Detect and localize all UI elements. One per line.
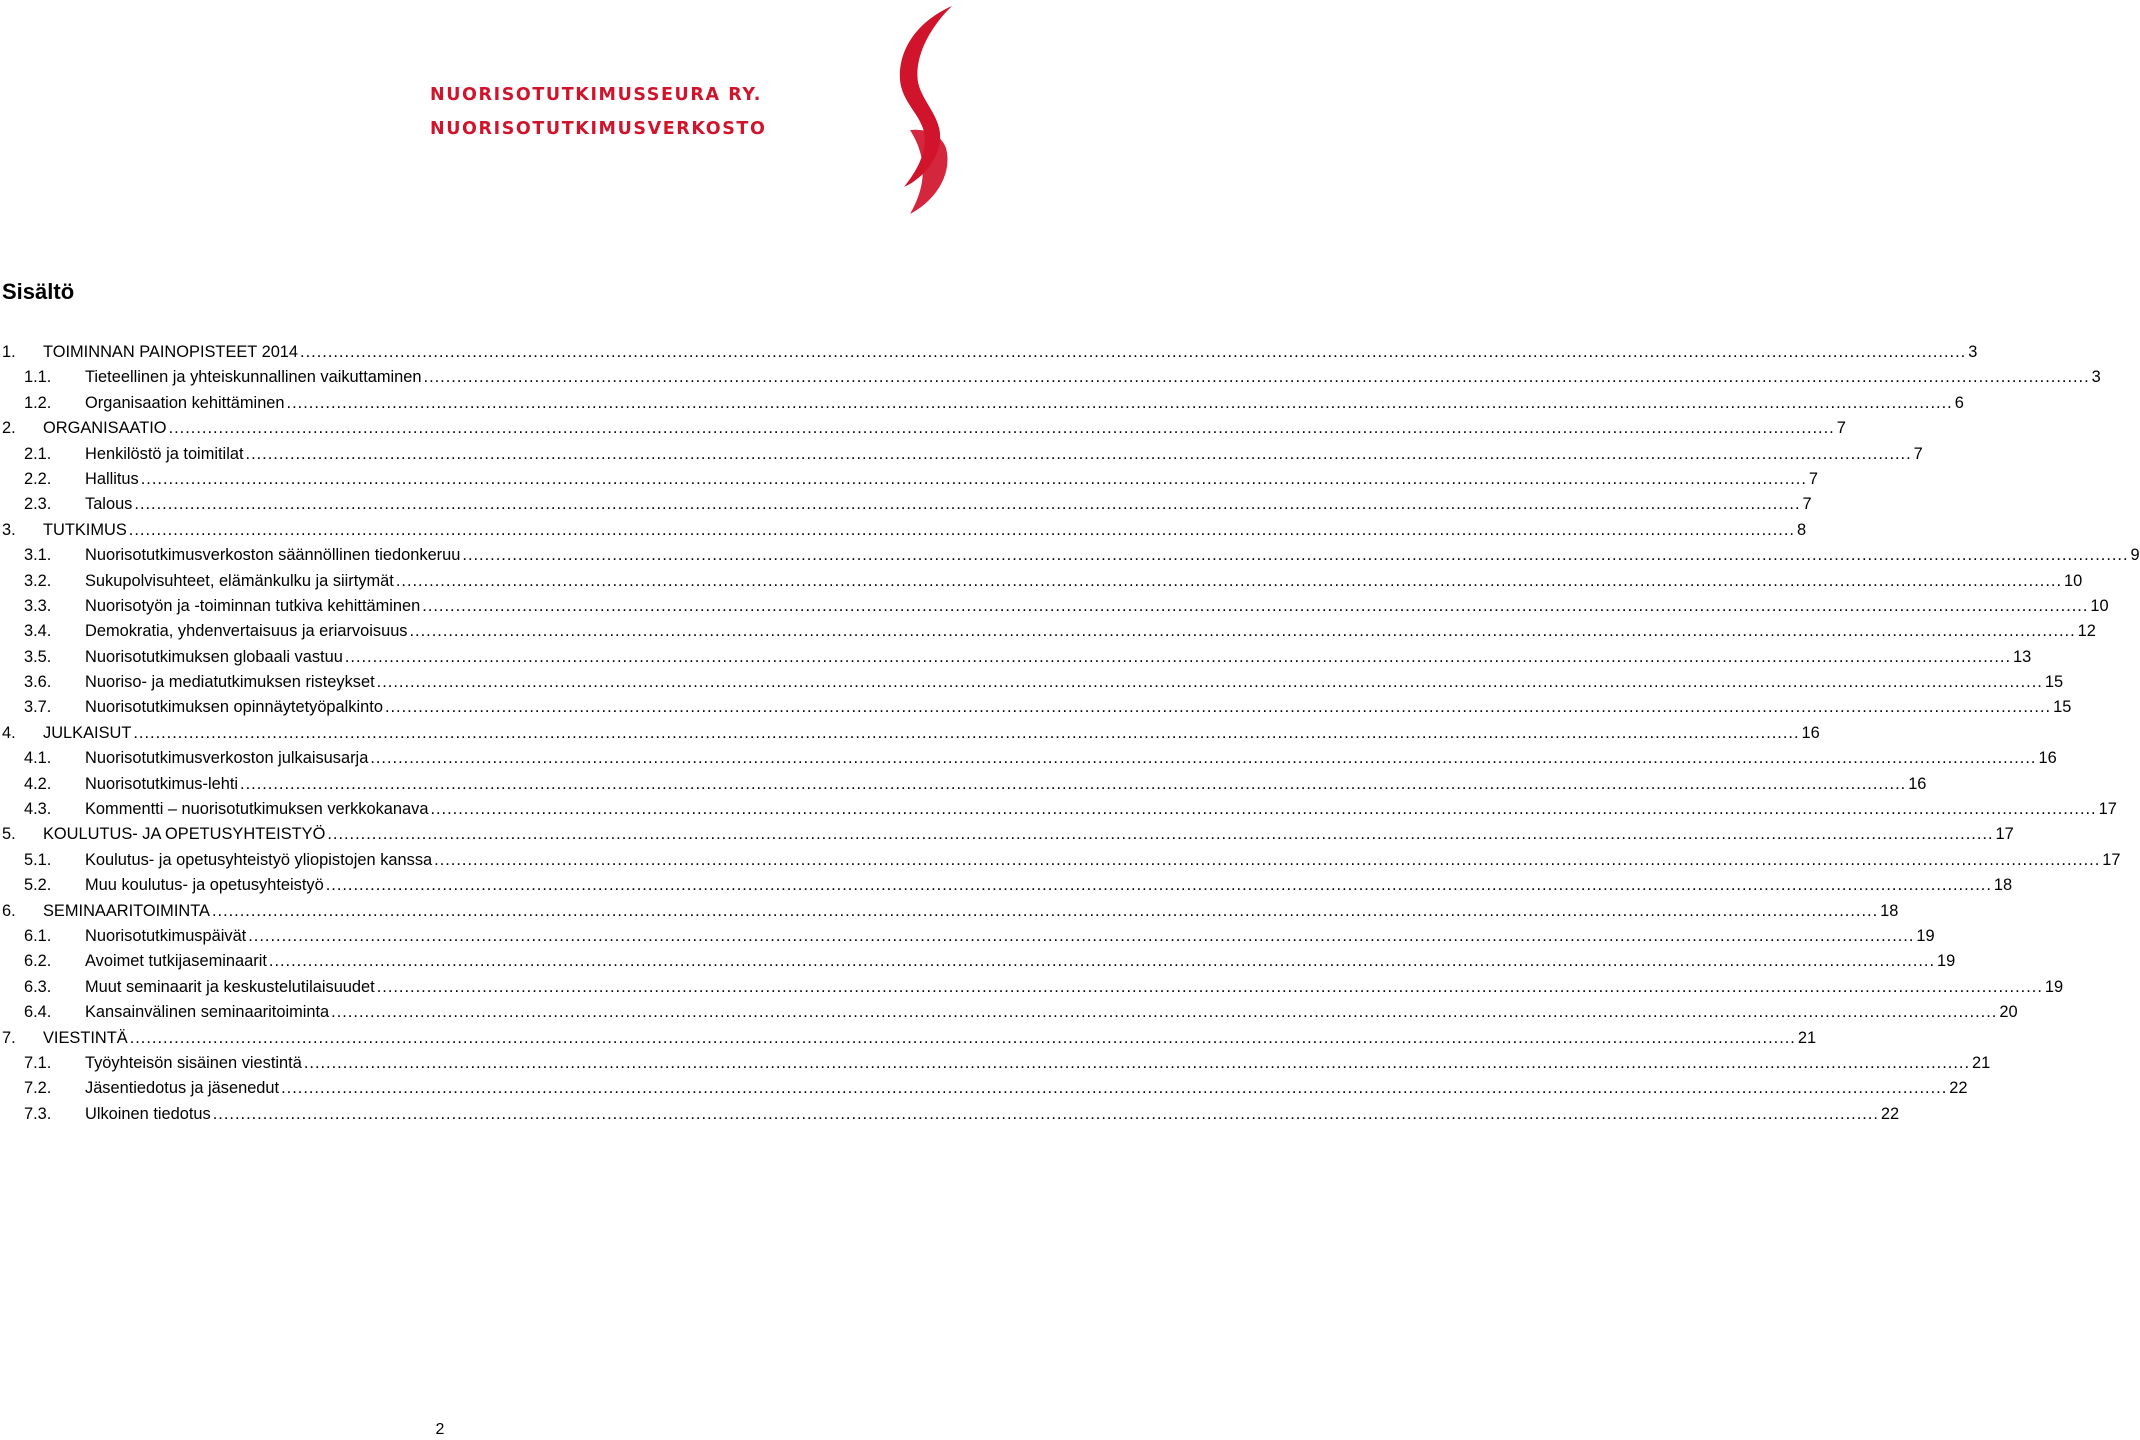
toc-entry-number: 6.3.: [24, 977, 52, 996]
toc-entry-page[interactable]: 15: [2043, 670, 2063, 695]
toc-entry[interactable]: [2, 848, 2121, 873]
toc-entry-page[interactable]: 19: [2043, 975, 2063, 1000]
toc-entry-number: 4.: [2, 723, 16, 742]
toc-entry-number: 7.3.: [24, 1104, 52, 1123]
toc-entry-number: 7.2.: [24, 1079, 52, 1098]
toc-entry-title[interactable]: Talous: [85, 492, 134, 517]
toc-entry-number: 4.1.: [24, 749, 52, 768]
toc-entry[interactable]: [2, 797, 2117, 822]
toc-entry-title[interactable]: Koulutus- ja opetusyhteistyö yliopistojen kanssa: [85, 848, 434, 873]
toc-entry-line: [85, 949, 1956, 974]
toc-entry-line: [85, 695, 2072, 720]
toc-entry-page[interactable]: 12: [2076, 619, 2096, 644]
toc-entry-number: 1.: [2, 343, 16, 361]
toc-entry-page[interactable]: 21: [1970, 1051, 1990, 1076]
toc-entry-line: [85, 492, 1812, 517]
toc-entry-line: [85, 467, 1819, 492]
toc-entry-title[interactable]: Kansainvälinen seminaaritoiminta: [85, 1000, 331, 1025]
toc-entry-number: 5.: [2, 825, 16, 844]
toc-leader-dots: ............................................................................................................................................................................................................................................................................................................: [422, 596, 2089, 615]
toc-entry-page[interactable]: 19: [1935, 949, 1955, 974]
toc-entry-line: [43, 721, 1820, 746]
toc-entry-line: [85, 772, 1927, 797]
toc-entry-page[interactable]: 7: [1835, 416, 1846, 441]
toc-entry-number: 6.2.: [24, 952, 52, 971]
toc-entry-page[interactable]: 10: [2062, 569, 2082, 594]
toc-entry-title[interactable]: Nuorisotutkimuksen opinnäytetyöpalkinto: [85, 695, 385, 720]
toc-leader-dots: ............................................................................................................................................................................................................................................................................................................: [240, 774, 1907, 793]
toc-entry-page[interactable]: 19: [1914, 924, 1934, 949]
toc-entry-line: [85, 848, 2121, 873]
toc-entry-number: 2.2.: [24, 469, 52, 488]
toc-entry-number: 6.: [2, 901, 16, 920]
toc-leader-dots: ............................................................................................................................................................................................................................................................................................................: [409, 622, 2076, 641]
toc-leader-dots: ............................................................................................................................................................................................................................................................................................................: [331, 1003, 1998, 1022]
toc-entry[interactable]: [2, 670, 2064, 695]
toc-entry[interactable]: [2, 949, 1956, 974]
toc-entry-number: 3.3.: [24, 596, 52, 615]
toc-entry-line: [85, 797, 2117, 822]
toc-entry[interactable]: [2, 340, 1978, 365]
toc-entry-page[interactable]: 18: [1992, 873, 2012, 898]
toc-entry-number: 3.4.: [24, 622, 52, 641]
toc-entry-line: [43, 340, 1978, 365]
toc-leader-dots: ............................................................................................................................................................................................................................................................................................................: [129, 1028, 1796, 1047]
toc-entry-line: [85, 569, 2083, 594]
toc-entry-line: [43, 899, 1899, 924]
toc-entry-number: 5.1.: [24, 850, 52, 869]
toc-entry-line: [85, 1102, 1900, 1127]
toc-entry[interactable]: [2, 975, 2064, 1000]
toc-leader-dots: ............................................................................................................................................................................................................................................................................................................: [423, 368, 2090, 387]
toc-entry[interactable]: [2, 746, 2057, 771]
toc-entry-line: [43, 518, 1807, 543]
toc-entry-title[interactable]: Nuorisotutkimusverkoston julkaisusarja: [85, 746, 370, 771]
toc-entry-line: [85, 975, 2064, 1000]
toc-entry-title[interactable]: Tieteellinen ja yhteiskunnallinen vaikuttaminen: [85, 365, 424, 390]
toc-leader-dots: ............................................................................................................................................................................................................................................................................................................: [376, 977, 2043, 996]
toc-entry-page[interactable]: 22: [1879, 1102, 1899, 1127]
toc-leader-dots: ............................................................................................................................................................................................................................................................................................................: [395, 571, 2062, 590]
toc-entry-page[interactable]: 3: [1966, 340, 1977, 365]
toc-entry-title[interactable]: Nuoriso- ja mediatutkimuksen risteykset: [85, 670, 377, 695]
toc-entry-line: [43, 1026, 1817, 1051]
toc-entry-page[interactable]: 6: [1953, 391, 1964, 416]
toc-entry-page[interactable]: 3: [2090, 365, 2101, 390]
toc-entry-number: 1.1.: [24, 368, 52, 387]
toc-leader-dots: ............................................................................................................................................................................................................................................................................................................: [168, 419, 1835, 438]
toc-leader-dots: ............................................................................................................................................................................................................................................................................................................: [245, 444, 1912, 463]
toc-entry-number: 5.2.: [24, 876, 52, 895]
toc-entry-title[interactable]: Nuorisotyön ja -toiminnan tutkiva kehittäminen: [85, 594, 422, 619]
toc-entry-page[interactable]: 21: [1796, 1026, 1816, 1051]
toc-entry-page[interactable]: 18: [1878, 899, 1898, 924]
toc-entry-number: 4.3.: [24, 800, 52, 819]
toc-entry[interactable]: [2, 416, 1846, 441]
toc-entry-line: [85, 924, 1935, 949]
toc-leader-dots: ............................................................................................................................................................................................................................................................................................................: [128, 520, 1795, 539]
toc-entry[interactable]: [2, 569, 2083, 594]
toc-entry-page[interactable]: 16: [1906, 772, 1926, 797]
org-name-secondary: NUORISOTUTKIMUSVERKOSTO: [430, 119, 767, 139]
toc-entry-title[interactable]: Hallitus: [85, 467, 141, 492]
toc-entry-number: 7.1.: [24, 1053, 52, 1072]
toc-entry-line: [43, 416, 1846, 441]
toc-entry-number: 2.3.: [24, 495, 52, 514]
toc-entry[interactable]: [2, 822, 2014, 847]
toc-entry[interactable]: [2, 645, 2032, 670]
toc-leader-dots: ............................................................................................................................................................................................................................................................................................................: [268, 952, 1936, 971]
toc-entry-line: [85, 391, 1964, 416]
toc-leader-dots: ............................................................................................................................................................................................................................................................................................................: [327, 825, 1994, 844]
toc-entry-page[interactable]: 22: [1947, 1076, 1967, 1101]
toc-leader-dots: ............................................................................................................................................................................................................................................................................................................: [325, 876, 1992, 895]
toc-leader-dots: ............................................................................................................................................................................................................................................................................................................: [434, 850, 2101, 869]
toc-entry-title[interactable]: Muut seminaarit ja keskustelutilaisuudet: [85, 975, 377, 1000]
toc-leader-dots: ............................................................................................................................................................................................................................................................................................................: [248, 926, 1915, 945]
toc-entry[interactable]: [2, 543, 2140, 568]
toc-entry-title[interactable]: Demokratia, yhdenvertaisuus ja eriarvoisuus: [85, 619, 410, 644]
toc-entry-title[interactable]: Kommentti – nuorisotutkimuksen verkkokanava: [85, 797, 430, 822]
toc-entry[interactable]: [2, 772, 1927, 797]
org-name-primary: NUORISOTUTKIMUSSEURA RY.: [430, 85, 763, 105]
toc-entry-page[interactable]: 10: [2088, 594, 2108, 619]
toc-leader-dots: ............................................................................................................................................................................................................................................................................................................: [140, 469, 1807, 488]
toc-entry-page[interactable]: 17: [1994, 822, 2014, 847]
toc-entry-number: 6.1.: [24, 926, 52, 945]
toc-entry[interactable]: [2, 1051, 1991, 1076]
toc-leader-dots: ............................................................................................................................................................................................................................................................................................................: [134, 495, 1801, 514]
toc-entry-page[interactable]: 8: [1795, 518, 1806, 543]
toc-entry-line: [85, 873, 2013, 898]
toc-entry[interactable]: [2, 467, 1819, 492]
toc-heading: Sisältö: [2, 279, 75, 304]
toc-entry-line: [85, 1051, 1991, 1076]
toc-entry-number: 7.: [2, 1028, 16, 1047]
toc-entry[interactable]: [2, 695, 2072, 720]
toc-entry[interactable]: [2, 1026, 1817, 1051]
toc-entry-page[interactable]: 13: [2011, 645, 2031, 670]
toc-entry[interactable]: [2, 1102, 1900, 1127]
toc-entry-page[interactable]: 16: [2036, 746, 2056, 771]
toc-entry-number: 3.7.: [24, 698, 52, 717]
toc-entry-number: 3.1.: [24, 546, 52, 565]
toc-entry-title[interactable]: TOIMINNAN PAINOPISTEET 2014: [43, 340, 300, 365]
toc-entry-number: 6.4.: [24, 1003, 52, 1022]
toc-leader-dots: ............................................................................................................................................................................................................................................................................................................: [384, 698, 2052, 717]
toc-entry-title[interactable]: ORGANISAATIO: [43, 416, 169, 441]
toc-entry-number: 2.1.: [24, 444, 52, 463]
toc-entry-title[interactable]: Organisaation kehittäminen: [85, 391, 287, 416]
toc-entry[interactable]: [2, 924, 1935, 949]
toc-entry[interactable]: [2, 391, 1964, 416]
toc-entry[interactable]: [2, 619, 2096, 644]
toc-entry[interactable]: [2, 1076, 1968, 1101]
toc-leader-dots: ............................................................................................................................................................................................................................................................................................................: [303, 1053, 1970, 1072]
toc-entry[interactable]: [2, 365, 2101, 390]
toc-entry-page[interactable]: 17: [2097, 797, 2117, 822]
toc-leader-dots: ............................................................................................................................................................................................................................................................................................................: [370, 749, 2037, 768]
toc-entry-title[interactable]: Nuorisotutkimuksen globaali vastuu: [85, 645, 345, 670]
toc-entry-title[interactable]: KOULUTUS- JA OPETUSYHTEISTYÖ: [43, 822, 327, 847]
toc-entry-title[interactable]: Avoimet tutkijaseminaarit: [85, 949, 269, 974]
toc-leader-dots: ............................................................................................................................................................................................................................................................................................................: [211, 901, 1879, 920]
toc-leader-dots: ............................................................................................................................................................................................................................................................................................................: [462, 546, 2129, 565]
toc-entry-title[interactable]: Muu koulutus- ja opetusyhteistyö: [85, 873, 326, 898]
toc-entry-number: 4.2.: [24, 774, 52, 793]
toc-leader-dots: ............................................................................................................................................................................................................................................................................................................: [281, 1079, 1948, 1098]
toc-entry[interactable]: [2, 873, 2013, 898]
toc-entry-line: [85, 442, 1923, 467]
toc-entry-line: [85, 365, 2101, 390]
toc-entry-line: [85, 1076, 1968, 1101]
toc-entry[interactable]: [2, 1000, 2018, 1025]
toc-entry-page[interactable]: 17: [2100, 848, 2120, 873]
toc-leader-dots: ............................................................................................................................................................................................................................................................................................................: [376, 673, 2043, 692]
toc-entry-page[interactable]: 9: [2129, 543, 2140, 568]
toc-leader-dots: ............................................................................................................................................................................................................................................................................................................: [286, 393, 1953, 412]
toc-entry-title[interactable]: Nuorisotutkimusverkoston säännöllinen tiedonkeruu: [85, 543, 462, 568]
toc-entry-page[interactable]: 20: [1997, 1000, 2017, 1025]
toc-entry-title[interactable]: Henkilöstö ja toimitilat: [85, 442, 246, 467]
toc-entry-number: 3.6.: [24, 673, 52, 692]
toc-entry-title[interactable]: Nuorisotutkimus-lehti: [85, 772, 240, 797]
toc-entry-page[interactable]: 15: [2051, 695, 2071, 720]
toc-entry[interactable]: [2, 518, 1807, 543]
page-number: 2: [435, 1421, 445, 1438]
toc-entry-title[interactable]: Sukupolvisuhteet, elämänkulku ja siirtymät: [85, 569, 396, 594]
toc-entry-title[interactable]: Nuorisotutkimuspäivät: [85, 924, 248, 949]
toc-entry-number: 2.: [2, 419, 16, 438]
toc-entry-page[interactable]: 16: [1800, 721, 1820, 746]
toc-leader-dots: ............................................................................................................................................................................................................................................................................................................: [344, 647, 2011, 666]
red-swirl-logo-icon: [880, 2, 960, 216]
toc-entry-line: [85, 645, 2032, 670]
toc-entry-page[interactable]: 7: [1807, 467, 1818, 492]
toc-entry-page[interactable]: 7: [1801, 492, 1812, 517]
toc-entry-line: [85, 543, 2140, 568]
toc-entry[interactable]: [2, 721, 1820, 746]
toc-entry-page[interactable]: 7: [1912, 442, 1923, 467]
toc-entry-line: [85, 1000, 2018, 1025]
toc-leader-dots: ............................................................................................................................................................................................................................................................................................................: [212, 1104, 1879, 1123]
toc-entry-title[interactable]: Työyhteisön sisäinen viestintä: [85, 1051, 304, 1076]
toc-leader-dots: ............................................................................................................................................................................................................................................................................................................: [133, 723, 1800, 742]
toc-entry-title[interactable]: JULKAISUT: [43, 721, 133, 746]
toc-entry-line: [85, 594, 2109, 619]
toc-entry-line: [43, 822, 2014, 847]
toc-entry-title[interactable]: SEMINAARITOIMINTA: [43, 899, 212, 924]
toc-entry-number: 1.2.: [24, 393, 52, 412]
toc-entry-number: 3.5.: [24, 647, 52, 666]
toc-entry-line: [85, 670, 2064, 695]
toc-entry[interactable]: [2, 899, 1899, 924]
toc-entry-line: [85, 746, 2057, 771]
toc-entry-title[interactable]: VIESTINTÄ: [43, 1026, 130, 1051]
toc-entry-number: 3.: [2, 520, 16, 539]
toc-entry-title[interactable]: Ulkoinen tiedotus: [85, 1102, 213, 1127]
toc-leader-dots: ............................................................................................................................................................................................................................................................................................................: [300, 343, 1967, 361]
toc-entry[interactable]: [2, 594, 2109, 619]
toc-entry[interactable]: [2, 492, 1812, 517]
toc-entry[interactable]: [2, 442, 1923, 467]
toc-entry-title[interactable]: Jäsentiedotus ja jäsenedut: [85, 1076, 281, 1101]
toc-leader-dots: ............................................................................................................................................................................................................................................................................................................: [430, 800, 2097, 819]
toc-entry-line: [85, 619, 2096, 644]
toc-entry-title[interactable]: TUTKIMUS: [43, 518, 129, 543]
toc-entry-number: 3.2.: [24, 571, 52, 590]
table-of-contents: [2, 340, 2140, 1127]
